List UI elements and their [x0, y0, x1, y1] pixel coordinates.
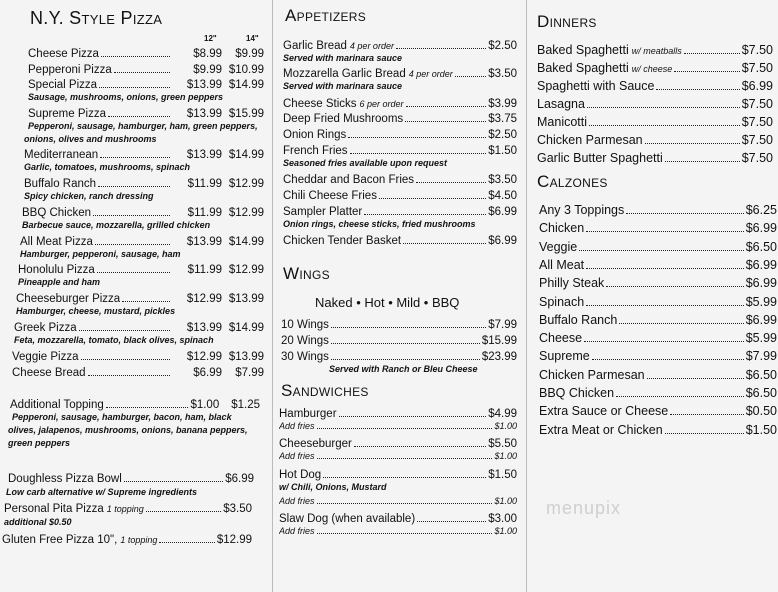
dot-leader [396, 38, 486, 49]
watermark: menupix [546, 498, 622, 518]
dot-leader [665, 423, 744, 434]
dot-leader [99, 77, 170, 88]
dot-leader [146, 501, 221, 512]
item-price: $7.99 [488, 319, 517, 331]
item-price: $5.99 [745, 294, 777, 309]
dot-leader [354, 436, 486, 447]
topping-note-3: green peppers [8, 438, 71, 448]
dot-leader [656, 79, 739, 90]
appetizer-item [283, 188, 517, 202]
item-price: $1.50 [745, 422, 777, 437]
add-fries-price: $1.00 [494, 526, 517, 536]
add-fries-price: $1.00 [494, 421, 517, 431]
item-price: $2.50 [488, 129, 517, 141]
dinner-item [537, 61, 773, 75]
item-description: Hamburger, cheese, mustard, pickles [16, 306, 176, 316]
item-name: Chicken Tender Basket [283, 235, 402, 247]
dot-leader [331, 317, 486, 328]
item-name: Mozzarella Garlic Bread [283, 68, 406, 80]
item-name: Cheese Sticks [283, 98, 357, 110]
dot-leader [364, 204, 486, 215]
item-price: $6.50 [745, 367, 777, 382]
item-name: 10 Wings [281, 319, 329, 331]
dot-leader [317, 451, 493, 459]
gluten-price: $12.99 [216, 534, 252, 546]
dot-leader [665, 151, 740, 162]
item-price-14: $12.99 [228, 178, 264, 190]
item-price-14: $14.99 [228, 236, 264, 248]
item-price: $7.50 [741, 115, 773, 129]
dot-leader [626, 203, 743, 214]
dot-leader [403, 233, 486, 244]
item-name: Cheese [539, 331, 583, 346]
calzone-item [539, 295, 777, 309]
dot-leader [406, 96, 487, 107]
item-description: Served with marinara sauce [283, 81, 403, 91]
item-price-12: $13.99 [186, 149, 222, 161]
item-price: $3.99 [488, 98, 517, 110]
item-price: $6.99 [745, 221, 777, 236]
item-price-14: $7.99 [235, 367, 264, 379]
item-description: Hamburger, pepperoni, sausage, ham [20, 249, 181, 259]
item-name: Lasagna [537, 97, 585, 111]
bowl-price: $6.99 [225, 473, 254, 485]
item-name: Sampler Platter [283, 206, 363, 218]
dot-leader [106, 397, 189, 408]
wing-item [281, 349, 517, 363]
add-fries-price: $1.00 [494, 496, 517, 506]
topping-row [10, 397, 260, 411]
dot-leader [350, 143, 487, 154]
calzone-item [539, 258, 777, 272]
wing-item [281, 317, 517, 331]
wing-item [281, 333, 517, 347]
dot-leader [331, 349, 480, 360]
item-price-12: $11.99 [187, 207, 222, 219]
calzone-item [539, 331, 777, 345]
dot-leader [674, 61, 739, 72]
item-name: 20 Wings [281, 335, 329, 347]
item-description: Feta, mozzarella, tomato, black olives, spinach [14, 335, 214, 345]
item-name: Chicken [539, 221, 585, 236]
pizza-item [24, 147, 264, 161]
add-fries-row [279, 526, 517, 536]
dot-leader [331, 333, 480, 344]
pizza-item [12, 349, 264, 363]
pizza-item [28, 106, 264, 120]
pizza-item [18, 262, 264, 276]
topping-name: Additional Topping [10, 399, 104, 411]
calzone-item [539, 368, 777, 382]
item-price-14: $13.99 [228, 293, 264, 305]
item-price-12: $11.99 [187, 264, 222, 276]
item-price-14: $14.99 [228, 79, 264, 91]
item-name: BBQ Chicken [539, 386, 615, 400]
item-name: Philly Steak [539, 276, 605, 291]
item-name: Cheese Pizza [28, 48, 99, 60]
pizza-item [20, 234, 264, 248]
appetizers-title: Appetizers [285, 6, 367, 25]
dot-leader [455, 66, 486, 77]
pizza-item [28, 62, 264, 76]
pizza-item [28, 46, 264, 60]
add-fries-row [279, 496, 517, 506]
item-price: $6.99 [741, 79, 773, 93]
item-name: Deep Fried Mushrooms [283, 113, 404, 125]
add-fries-label: Add fries [279, 451, 315, 461]
item-name: French Fries [283, 145, 348, 157]
item-price-14: $13.99 [228, 351, 264, 363]
pita-note: additional $0.50 [4, 517, 72, 527]
item-price: $3.75 [488, 113, 517, 125]
item-price-12: $9.99 [193, 64, 222, 76]
dinners-title: Dinners [537, 12, 597, 31]
item-price: $2.50 [488, 40, 517, 52]
dot-leader [606, 276, 743, 287]
dinner-item [537, 79, 773, 93]
pizza-item [22, 205, 264, 219]
dot-leader [124, 471, 223, 482]
sandwich-item [279, 436, 517, 450]
calzone-item [539, 240, 777, 254]
item-name: Buffalo Ranch [24, 178, 97, 190]
dot-leader [417, 511, 486, 522]
size-large-label: 14" [246, 34, 259, 43]
dot-leader [619, 313, 743, 324]
dot-leader [95, 234, 170, 245]
item-price-14: $14.99 [228, 149, 264, 161]
calzone-item [539, 276, 777, 290]
item-description: w/ Chili, Onions, Mustard [279, 482, 387, 492]
item-name: Honolulu Pizza [18, 264, 95, 276]
item-price: $1.50 [488, 469, 517, 481]
item-name: Cheeseburger [279, 438, 352, 450]
item-price: $7.50 [741, 133, 773, 147]
size-small-label: 12" [204, 34, 217, 43]
item-description: Pepperoni, sausage, hamburger, ham, green peppers, [28, 121, 258, 131]
dot-leader [93, 205, 170, 216]
topping-note-2: olives, jalapenos, mushrooms, onions, banana peppers, [8, 425, 248, 435]
item-name: Special Pizza [28, 79, 98, 91]
pizza-title: N.Y. Style Pizza [30, 8, 163, 28]
item-price-12: $8.99 [193, 48, 222, 60]
calzones-title: Calzones [537, 172, 608, 191]
pizza-item [12, 365, 264, 379]
item-description: Sausage, mushrooms, onions, green peppers [28, 92, 224, 102]
item-price: $7.50 [741, 61, 773, 75]
item-price-14: $12.99 [228, 207, 264, 219]
item-name: All Meat Pizza [20, 236, 93, 248]
item-price: $0.50 [745, 404, 777, 419]
item-price-12: $13.99 [186, 79, 222, 91]
calzone-item [539, 404, 777, 418]
dot-leader [97, 262, 170, 273]
pita-row [4, 501, 252, 515]
gluten-sub: 1 topping [120, 535, 158, 545]
calzone-item [539, 349, 777, 363]
item-price-12: $12.99 [186, 351, 222, 363]
dinner-item [537, 151, 773, 165]
item-subtext: 4 per order [349, 41, 394, 51]
add-fries-label: Add fries [279, 496, 315, 506]
pizza-column [0, 0, 268, 592]
item-name: Mediterranean [24, 149, 99, 161]
topping-price-12: $1.00 [190, 399, 220, 411]
item-name: Extra Meat or Chicken [539, 422, 663, 437]
dot-leader [101, 46, 170, 57]
dot-leader [100, 147, 170, 158]
dot-leader [586, 258, 744, 269]
item-name: Chicken Parmesan [539, 367, 645, 382]
pita-sub: 1 topping [106, 504, 144, 514]
item-description: Barbecue sauce, mozzarella, grilled chicken [22, 220, 211, 230]
appetizer-item [283, 38, 517, 52]
appetizer-item [283, 143, 517, 157]
wings-note: Served with Ranch or Bleu Cheese [329, 364, 478, 374]
item-name: Spaghetti with Sauce [537, 79, 655, 93]
item-description: Garlic, tomatoes, mushrooms, spinach [24, 162, 191, 172]
item-description: onions, olives and mushrooms [24, 134, 157, 144]
calzone-item [539, 386, 777, 400]
item-description: Pineapple and ham [18, 277, 101, 287]
item-name: Baked Spaghetti [537, 61, 629, 75]
dot-leader [405, 111, 486, 122]
dot-leader [81, 349, 171, 360]
appetizer-item [283, 233, 517, 247]
bowl-row [8, 471, 254, 485]
item-price: $6.99 [745, 276, 777, 291]
item-price-14: $15.99 [228, 108, 264, 120]
add-fries-row [279, 421, 517, 431]
dot-leader [88, 365, 170, 376]
dot-leader [579, 240, 743, 251]
item-name: Slaw Dog (when available) [279, 513, 416, 525]
item-price: $23.99 [481, 351, 517, 363]
item-price: $6.50 [745, 239, 777, 254]
item-description: Seasoned fries available upon request [283, 158, 448, 168]
add-fries-row [279, 451, 517, 461]
item-price: $7.50 [741, 151, 773, 165]
item-price-14: $12.99 [228, 264, 264, 276]
item-price: $7.50 [741, 43, 773, 57]
dot-leader [587, 97, 740, 108]
item-name: Onion Rings [283, 129, 347, 141]
item-name: Hot Dog [279, 469, 322, 481]
dot-leader [317, 421, 493, 429]
item-price-12: $12.99 [186, 293, 222, 305]
wings-title: Wings [283, 264, 330, 283]
pizza-item [28, 77, 264, 91]
dot-leader [586, 221, 744, 232]
bowl-note: Low carb alternative w/ Supreme ingredients [6, 487, 198, 497]
pizza-item [16, 291, 264, 305]
dot-leader [379, 188, 486, 199]
item-name: Manicotti [537, 115, 588, 129]
item-price: $6.99 [745, 312, 777, 327]
item-name: All Meat [539, 257, 585, 272]
dinner-item [537, 133, 773, 147]
item-price: $3.00 [488, 513, 517, 525]
item-price: $6.99 [745, 257, 777, 272]
dot-leader [339, 406, 487, 417]
item-name: Extra Sauce or Cheese [539, 404, 669, 419]
topping-price-14: $1.25 [231, 399, 260, 411]
dot-leader [584, 331, 744, 342]
item-price-12: $13.99 [186, 108, 222, 120]
gluten-name: Gluten Free Pizza 10", [2, 534, 118, 546]
appetizer-item [283, 111, 517, 125]
item-price: $7.50 [741, 97, 773, 111]
item-name: Buffalo Ranch [539, 312, 618, 327]
item-description: Served with marinara sauce [283, 53, 403, 63]
item-name: Cheese Bread [12, 367, 86, 379]
appetizer-item [283, 66, 517, 80]
appetizer-item [283, 96, 517, 110]
item-price-14: $14.99 [228, 322, 264, 334]
dot-leader [108, 106, 170, 117]
calzone-item [539, 203, 777, 217]
item-description: Spicy chicken, ranch dressing [24, 191, 154, 201]
item-price: $4.50 [488, 190, 517, 202]
dot-leader [670, 404, 743, 415]
sandwich-item [279, 406, 517, 420]
dot-leader [79, 320, 170, 331]
item-name: Cheddar and Bacon Fries [283, 174, 415, 186]
item-price: $6.25 [745, 203, 777, 217]
item-price: $6.50 [745, 386, 777, 400]
dot-leader [586, 295, 744, 306]
item-name: Supreme [539, 349, 590, 364]
calzone-item [539, 423, 777, 437]
dot-leader [589, 115, 740, 126]
item-name: BBQ Chicken [22, 207, 92, 219]
dot-leader [114, 62, 170, 73]
dot-leader [98, 176, 170, 187]
dot-leader [122, 291, 170, 302]
item-price-12: $6.99 [193, 367, 222, 379]
item-name: Garlic Bread [283, 40, 347, 52]
dot-leader [684, 43, 740, 54]
item-name: Supreme Pizza [28, 108, 106, 120]
item-name: Baked Spaghetti [537, 43, 629, 57]
dinner-item [537, 115, 773, 129]
wing-flavors: Naked • Hot • Mild • BBQ [315, 295, 460, 310]
item-subtext: 4 per order [408, 69, 453, 79]
pita-name: Personal Pita Pizza [4, 503, 104, 515]
item-name: Hamburger [279, 408, 337, 420]
item-price: $15.99 [481, 335, 517, 347]
item-price: $6.99 [488, 206, 517, 218]
pizza-item [14, 320, 264, 334]
item-price-12: $11.99 [187, 178, 222, 190]
calzone-item [539, 221, 777, 235]
item-name: Any 3 Toppings [539, 203, 625, 217]
dinner-item [537, 43, 773, 57]
item-price: $4.99 [488, 408, 517, 420]
add-fries-price: $1.00 [494, 451, 517, 461]
item-name: Veggie [539, 239, 578, 254]
topping-note: Pepperoni, sausage, hamburger, bacon, ham, black [12, 412, 232, 422]
item-name: 30 Wings [281, 351, 329, 363]
item-name: Cheeseburger Pizza [16, 293, 121, 305]
appetizer-item [283, 127, 517, 141]
item-name: Greek Pizza [14, 322, 77, 334]
item-name: Veggie Pizza [12, 351, 79, 363]
item-description: Onion rings, cheese sticks, fried mushrooms [283, 219, 476, 229]
middle-column [272, 0, 525, 592]
sandwich-item [279, 511, 517, 525]
dot-leader [323, 467, 486, 478]
sandwich-item [279, 467, 517, 481]
item-price: $3.50 [488, 174, 517, 186]
item-price: $5.99 [745, 331, 777, 346]
item-name: Garlic Butter Spaghetti [537, 151, 663, 165]
appetizer-item [283, 172, 517, 186]
dot-leader [317, 496, 493, 504]
item-name: Chili Cheese Fries [283, 190, 377, 202]
calzone-item [539, 313, 777, 327]
item-price: $3.50 [488, 68, 517, 80]
item-name: Spinach [539, 294, 585, 309]
dot-leader [317, 526, 493, 534]
add-fries-label: Add fries [279, 526, 315, 536]
dot-leader [616, 386, 744, 397]
item-price-14: $10.99 [228, 64, 264, 76]
dot-leader [348, 127, 486, 138]
bowl-name: Doughless Pizza Bowl [8, 473, 122, 485]
item-name: Chicken Parmesan [537, 133, 643, 147]
sandwiches-title: Sandwiches [281, 381, 369, 400]
pizza-item [24, 176, 264, 190]
dot-leader [159, 532, 214, 543]
item-price: $1.50 [488, 145, 517, 157]
item-price-12: $13.99 [186, 322, 222, 334]
appetizer-item [283, 204, 517, 218]
item-subtext: 6 per order [359, 99, 404, 109]
dot-leader [645, 133, 740, 144]
dot-leader [647, 368, 744, 379]
pita-price: $3.50 [223, 503, 252, 515]
item-price-14: $9.99 [235, 48, 264, 60]
dinner-item [537, 97, 773, 111]
item-name: Pepperoni Pizza [28, 64, 112, 76]
dot-leader [592, 349, 744, 360]
item-price-12: $13.99 [186, 236, 222, 248]
dot-leader [416, 172, 486, 183]
item-price: $6.99 [488, 235, 517, 247]
item-subtext: w/ cheese [631, 64, 673, 74]
item-price: $5.50 [488, 438, 517, 450]
add-fries-label: Add fries [279, 421, 315, 431]
item-price: $7.99 [745, 349, 777, 364]
item-subtext: w/ meatballs [631, 46, 682, 56]
gluten-row [2, 532, 252, 546]
